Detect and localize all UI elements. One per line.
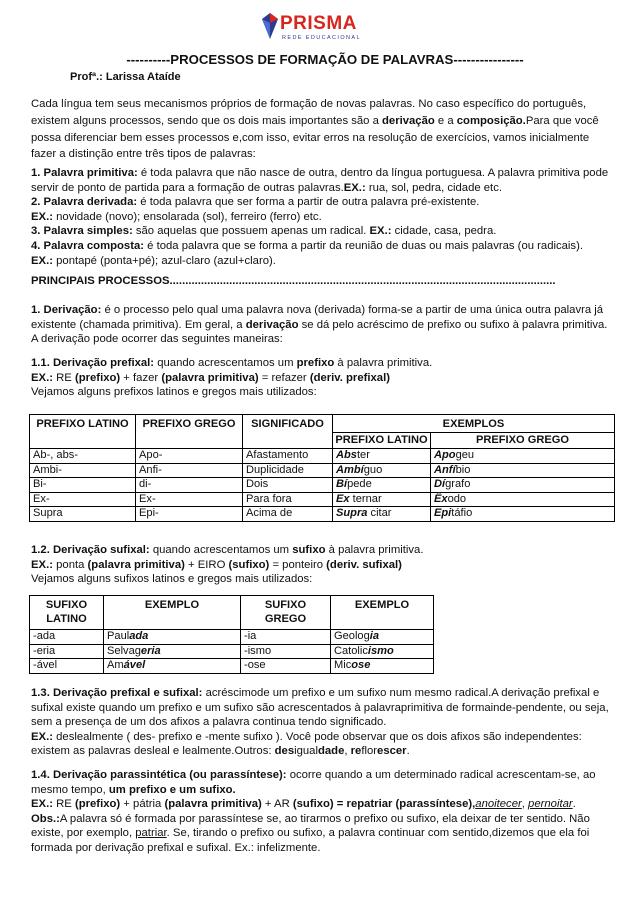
prisma-logo: [262, 11, 372, 47]
header-sufixo-latino: SUFIXO LATINO: [30, 596, 104, 630]
type-primitiva: 1. Palavra primitiva: é toda palavra que não nasce de outra, dentro da língua portuguesa. A palavra primitiva pode servir de ponto de partida para a formação de outras palavras.EX.: rua, sol, pedra, cidade etc.: [31, 167, 609, 194]
header-prefixo-latino: PREFIXO LATINO: [30, 415, 136, 449]
header-significado: SIGNIFICADO: [243, 415, 333, 449]
teacher-name: Profª.: Larissa Ataíde: [70, 71, 181, 83]
table-row: Ambi- Anfi- Duplicidade Ambíguo Anfíbio: [30, 463, 615, 478]
type-simples: 3. Palavra simples: são aquelas que possuem apenas um radical. EX.: cidade, casa, pedra.: [31, 225, 497, 238]
table-row: Ex- Ex- Para fora Ex ternar Êxodo: [30, 492, 615, 507]
page-title: ----------PROCESSOS DE FORMAÇÃO DE PALAVRAS----------------: [126, 52, 524, 67]
word-types: [31, 166, 613, 268]
type-derivada-example: EX.: novidade (novo); ensolarada (sol), ferreiro (ferro) etc.: [31, 210, 322, 223]
table-row: -eria Selvageria -ismo Catolicismo: [30, 644, 434, 659]
parassintetica-section: 1.4. Derivação parassintética (ou parassíntese): ocorre quando a um determinado radical acrescentam-se, ao mesmo tempo, um prefixo e um sufixo. EX.: RE (prefixo) + pátria (palavra primitiva) + AR (sufixo) = repatriar (parassíntese),anoitecer, pernoitar. Obs.:A palavra só é formada por parassíntese se, ao tirarmos o prefixo ou sufixo, ela deixar de ter sentido. Não existe, por exemplo, patriar. Se, tirando o prefixo ou sufixo, a palavra continuar com sentido,dizemos que ela foi formada por derivação prefixal e sufixal. Ex.: infelizmente.: [31, 769, 596, 854]
table-row: Supra Epi- Acima de Supra citar Epitáfio: [30, 507, 615, 522]
logo-subtitle: REDE EDUCACIONAL: [282, 35, 361, 41]
subheader-prefixo-grego: PREFIXO GREGO: [431, 432, 615, 449]
suffix-table: [29, 595, 434, 674]
principais-heading: PRINCIPAIS PROCESSOS...........................................................................................................................: [31, 275, 556, 287]
prefixal-section: 1.1. Derivação prefixal: quando acrescentamos um prefixo à palavra primitiva. EX.: RE (prefixo) + fazer (palavra primitiva) = refazer (deriv. prefixal) Vejamos alguns prefixos latinos e gregos mais utilizados:: [31, 357, 433, 399]
table-row: Bi- di- Dois Bípede Dígrafo: [30, 478, 615, 493]
logo-brand: PRISMA: [280, 13, 357, 34]
header-sufixo-grego: SUFIXO GREGO: [241, 596, 331, 630]
derivacao-paragraph: 1. Derivação: é o processo pelo qual uma palavra nova (derivada) forma-se a partir de uma única outra palavra já existente (chamada primitiva). Em geral, a derivação se dá pelo acréscimo de prefixo ou sufixo à palavra primitiva. A derivação pode ocorrer das seguintes maneiras:: [31, 304, 608, 346]
prefix-table: [29, 414, 615, 522]
table-row: -ada Paulada -ia Geologia: [30, 630, 434, 645]
sufixal-section: 1.2. Derivação sufixal: quando acrescentamos um sufixo à palavra primitiva. EX.: ponta (palavra primitiva) + EIRO (sufixo) = ponteiro (deriv. sufixal) Vejamos alguns sufixos latinos e gregos mais utilizados:: [31, 544, 424, 586]
header-exemplo-latino: EXEMPLO: [104, 596, 241, 630]
subheader-prefixo-latino: PREFIXO LATINO: [333, 432, 431, 449]
table-row: -ável Amável -ose Micose: [30, 659, 434, 674]
prisma-logo-icon: [262, 13, 278, 39]
prefixal-sufixal-section: 1.3. Derivação prefixal e sufixal: acréscimode um prefixo e um sufixo num mesmo radical.A derivação prefixal e sufixal existe quando um prefixo e um sufixo são acrescentados à palavraprimitiva de formainde-pendente, ou seja, sem a presença de um dos afixos a palavra continua tendo significado. EX.: deslealmente ( des- prefixo e -mente sufixo ). Você pode observar que os dois afixos são independentes: existem as palavras desleal e lealmente.Outros: desigualdade, reflorescer.: [31, 687, 609, 758]
type-composta-example: EX.: pontapé (ponta+pé); azul-claro (azul+claro).: [31, 254, 276, 267]
intro-paragraph: Cada língua tem seus mecanismos próprios de formação de novas palavras. No caso específico do português, existem alguns processos, sendo que os dois mais importantes são a derivação e a composição.Para que você possa diferenciar bem esses processos e,com isso, evitar erros na resolução de exercícios, vamos inicialmente fazer a distinção entre três tipos de palavras:: [31, 98, 599, 161]
type-derivada: 2. Palavra derivada: é toda palavra que ser forma a partir de outra palavra pré-existente.: [31, 196, 480, 209]
header-exemplo-grego: EXEMPLO: [331, 596, 434, 630]
header-prefixo-grego: PREFIXO GREGO: [136, 415, 243, 449]
type-composta: 4. Palavra composta: é toda palavra que se forma a partir da reunião de duas ou mais palavras (ou radicais).: [31, 239, 583, 252]
header-exemplos: EXEMPLOS: [333, 415, 615, 433]
table-row: Ab-, abs- Apo- Afastamento Abster Apogeu: [30, 449, 615, 464]
